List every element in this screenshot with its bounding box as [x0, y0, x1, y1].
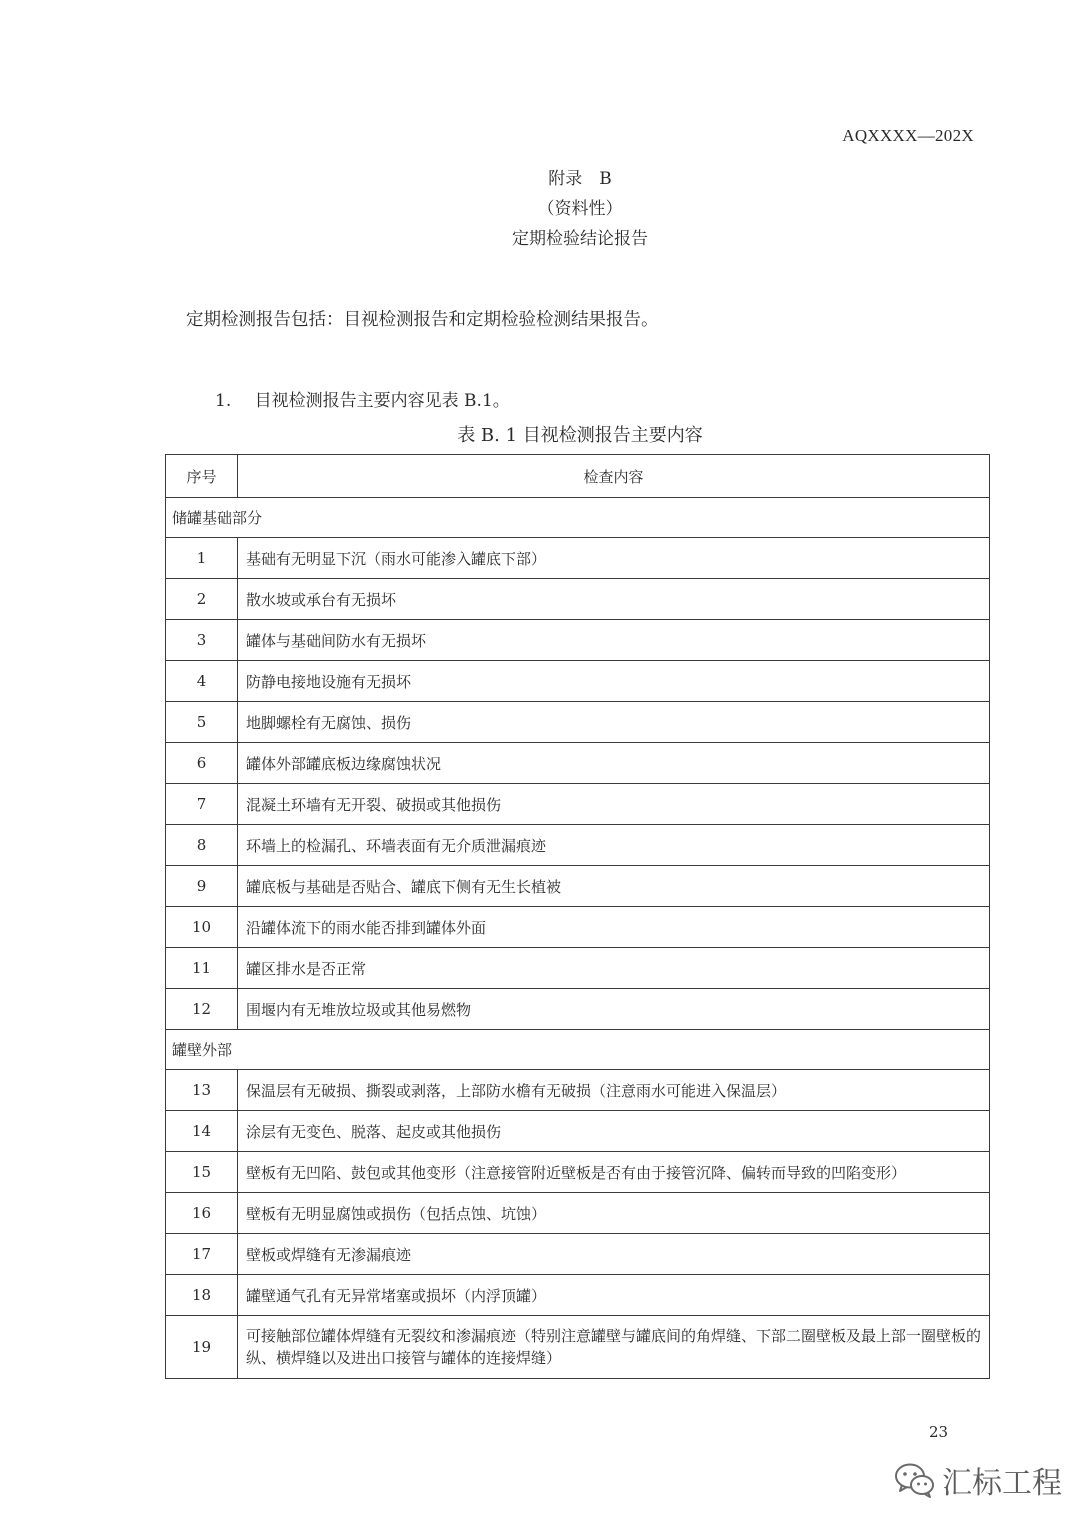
column-header-no: 序号 — [166, 455, 238, 498]
table-row — [166, 1275, 990, 1316]
appendix-title: 定期检验结论报告 — [512, 229, 648, 249]
table-row — [166, 1152, 990, 1193]
row-number: 2 — [166, 579, 238, 620]
row-content: 壁板有无明显腐蚀或损伤（包括点蚀、坑蚀） — [238, 1193, 990, 1234]
row-content: 散水坡或承台有无损坏 — [238, 579, 990, 620]
row-content: 沿罐体流下的雨水能否排到罐体外面 — [238, 907, 990, 948]
section-row — [166, 1030, 990, 1070]
row-content: 保温层有无破损、撕裂或剥落，上部防水檐有无破损（注意雨水可能进入保温层） — [238, 1070, 990, 1111]
column-header-content: 检查内容 — [238, 455, 990, 498]
row-number: 18 — [166, 1275, 238, 1316]
table-row — [166, 1193, 990, 1234]
row-content: 罐壁通气孔有无异常堵塞或损坏（内浮顶罐） — [238, 1275, 990, 1316]
row-content: 涂层有无变色、脱落、起皮或其他损伤 — [238, 1111, 990, 1152]
row-number: 14 — [166, 1111, 238, 1152]
table-row — [166, 825, 990, 866]
row-content: 基础有无明显下沉（雨水可能渗入罐底下部） — [238, 538, 990, 579]
row-number: 5 — [166, 702, 238, 743]
row-number: 12 — [166, 989, 238, 1030]
row-content: 罐体与基础间防水有无损坏 — [238, 620, 990, 661]
row-content: 围堰内有无堆放垃圾或其他易燃物 — [238, 989, 990, 1030]
table-row — [166, 1111, 990, 1152]
row-content: 壁板有无凹陷、鼓包或其他变形（注意接管附近壁板是否有由于接管沉降、偏转而导致的凹陷变形） — [238, 1152, 990, 1193]
table-row — [166, 866, 990, 907]
table-row — [166, 538, 990, 579]
page-number: 23 — [929, 1423, 949, 1441]
row-content: 可接触部位罐体焊缝有无裂纹和渗漏痕迹（特别注意罐壁与罐底间的角焊缝、下部二圈壁板及最上部一圈壁板的纵、横焊缝以及进出口接管与罐体的连接焊缝） — [238, 1316, 990, 1379]
row-content: 地脚螺栓有无腐蚀、损伤 — [238, 702, 990, 743]
row-number: 15 — [166, 1152, 238, 1193]
row-number: 17 — [166, 1234, 238, 1275]
row-number: 8 — [166, 825, 238, 866]
section-title: 罐壁外部 — [166, 1030, 990, 1070]
row-number: 10 — [166, 907, 238, 948]
row-number: 3 — [166, 620, 238, 661]
row-number: 16 — [166, 1193, 238, 1234]
table-row — [166, 743, 990, 784]
row-number: 4 — [166, 661, 238, 702]
table-row — [166, 702, 990, 743]
table-row — [166, 1234, 990, 1275]
section-row — [166, 498, 990, 538]
table-row — [166, 620, 990, 661]
row-number: 7 — [166, 784, 238, 825]
row-content: 罐区排水是否正常 — [238, 948, 990, 989]
list-item-text: 目视检测报告主要内容见表 B.1。 — [254, 391, 510, 411]
list-item-number: 1. — [215, 391, 232, 411]
row-content: 罐底板与基础是否贴合、罐底下侧有无生长植被 — [238, 866, 990, 907]
list-item-1 — [215, 386, 510, 411]
table-row — [166, 784, 990, 825]
table-row — [166, 989, 990, 1030]
row-number: 6 — [166, 743, 238, 784]
row-number: 9 — [166, 866, 238, 907]
table-row — [166, 907, 990, 948]
row-content: 混凝土环墙有无开裂、破损或其他损伤 — [238, 784, 990, 825]
watermark-text: 汇标工程 — [942, 1466, 1062, 1501]
table-row — [166, 1070, 990, 1111]
table-row — [166, 579, 990, 620]
row-content: 环墙上的检漏孔、环墙表面有无介质泄漏痕迹 — [238, 825, 990, 866]
intro-paragraph: 定期检测报告包括：目视检测报告和定期检验检测结果报告。 — [186, 310, 659, 330]
table-caption: 表 B. 1 目视检测报告主要内容 — [457, 425, 703, 446]
appendix-label: 附录 B — [548, 169, 612, 189]
table-header-row — [166, 455, 990, 498]
document-code: AQXXXX—202X — [842, 126, 974, 145]
appendix-nature: （资料性） — [537, 199, 623, 219]
row-content: 壁板或焊缝有无渗漏痕迹 — [238, 1234, 990, 1275]
watermark — [894, 1458, 1062, 1502]
row-content: 防静电接地设施有无损坏 — [238, 661, 990, 702]
row-number: 1 — [166, 538, 238, 579]
inspection-table — [165, 454, 990, 1379]
table-row — [166, 661, 990, 702]
wechat-icon — [894, 1461, 936, 1499]
row-number: 19 — [166, 1316, 238, 1379]
table-row — [166, 948, 990, 989]
row-number: 11 — [166, 948, 238, 989]
section-title: 储罐基础部分 — [166, 498, 990, 538]
table-row — [166, 1316, 990, 1379]
row-number: 13 — [166, 1070, 238, 1111]
row-content: 罐体外部罐底板边缘腐蚀状况 — [238, 743, 990, 784]
